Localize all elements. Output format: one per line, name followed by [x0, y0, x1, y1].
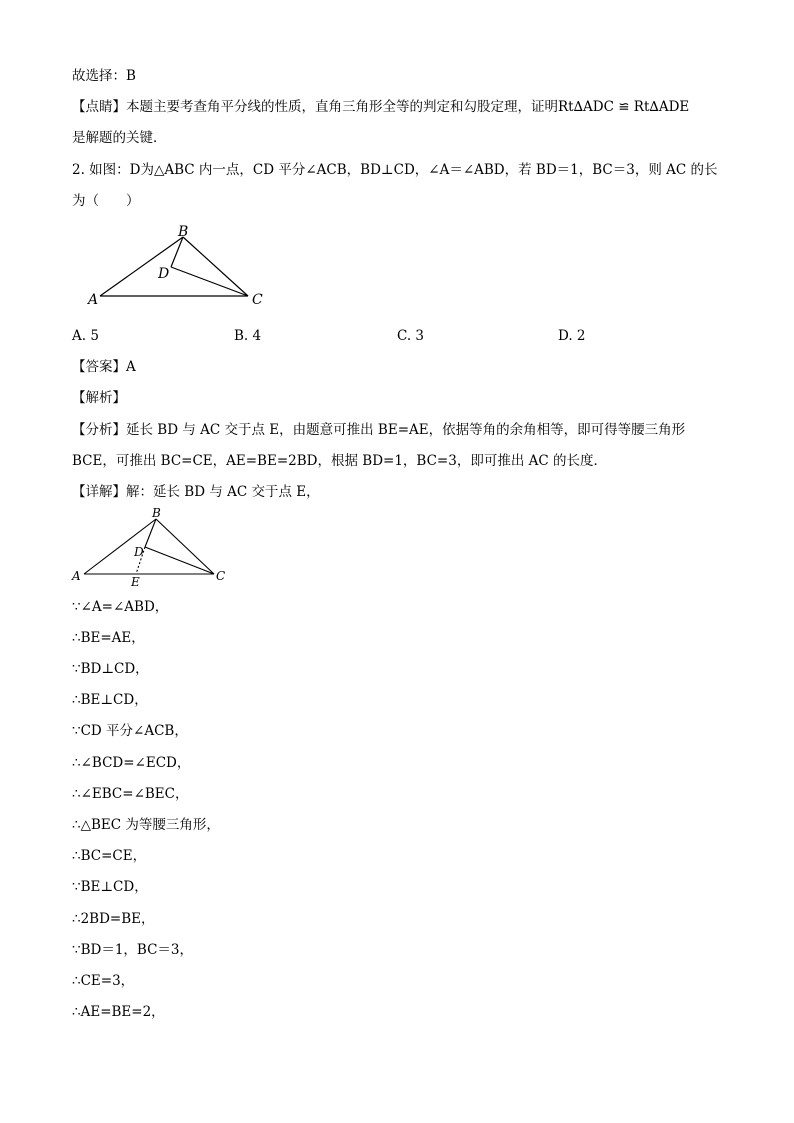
question-line-1: 2. 如图：D为△ABC 内一点，CD 平分∠ACB，BD⊥CD，∠A＝∠ABD，若 BD＝1，BC＝3，则 AC 的长	[72, 162, 718, 178]
solution-figure	[68, 506, 238, 590]
step-line: ∴∠BCD=∠ECD，	[72, 755, 191, 771]
step-line: ∴BE⊥CD，	[72, 692, 148, 708]
previous-choice: 故选择：B	[72, 68, 136, 84]
answer-label: 【答案】A	[72, 359, 136, 375]
step-line: ∴△BEC 为等腰三角形，	[72, 817, 220, 833]
edge-dc	[171, 267, 248, 296]
step-line: ∵∠A=∠ABD，	[72, 599, 169, 615]
option-a: A. 5	[72, 328, 99, 344]
option-d: D. 2	[558, 328, 586, 344]
step-line: ∵CD 平分∠ACB，	[72, 723, 188, 739]
question-line-2: 为（ ）	[72, 193, 140, 209]
analysis-line-2: BCE，可推出 BC=CE，AE=BE=2BD，根据 BD=1，BC=3，即可推出 AC 的长度．	[72, 453, 607, 469]
option-c: C. 3	[397, 328, 425, 344]
analysis-header: 【解析】	[72, 390, 126, 406]
edge-bc	[156, 519, 214, 574]
step-line: ∴AE=BE=2，	[72, 1004, 165, 1020]
label-c: C	[252, 292, 263, 308]
edge-ab	[100, 237, 183, 296]
label-d: D	[134, 545, 144, 559]
label-b: B	[178, 224, 189, 240]
step-line: ∵BD⊥CD，	[72, 661, 149, 677]
step-line: ∴CE=3，	[72, 973, 135, 989]
analysis-line-1: 【分析】延长 BD 与 AC 交于点 E，由题意可推出 BE=AE，依据等角的余角相等，即可得等腰三角形	[72, 422, 686, 438]
edge-dc	[145, 547, 214, 574]
detail-intro: 【详解】解：延长 BD 与 AC 交于点 E，	[72, 484, 320, 500]
step-line: ∴∠EBC=∠BEC，	[72, 786, 189, 802]
label-b: B	[152, 506, 161, 520]
step-line: ∵BD＝1，BC＝3，	[72, 942, 194, 958]
step-line: ∵BE⊥CD，	[72, 879, 148, 895]
label-c: C	[216, 569, 226, 583]
comment-line-2: 是解题的关键．	[72, 130, 167, 146]
option-b: B. 4	[234, 328, 262, 344]
step-line: ∴BE=AE，	[72, 630, 145, 646]
label-a: A	[72, 569, 81, 583]
triangle-figure	[80, 220, 280, 315]
comment-line-1: 【点睛】本题主要考查角平分线的性质，直角三角形全等的判定和勾股定理，证明Rt∆ADC ≌ Rt∆ADE	[72, 99, 690, 115]
step-line: ∴2BD=BE，	[72, 911, 155, 927]
step-line: ∴BC=CE，	[72, 848, 147, 864]
label-a: A	[88, 292, 99, 308]
edge-bc	[183, 237, 248, 296]
label-d: D	[158, 266, 170, 282]
label-e: E	[131, 575, 140, 589]
